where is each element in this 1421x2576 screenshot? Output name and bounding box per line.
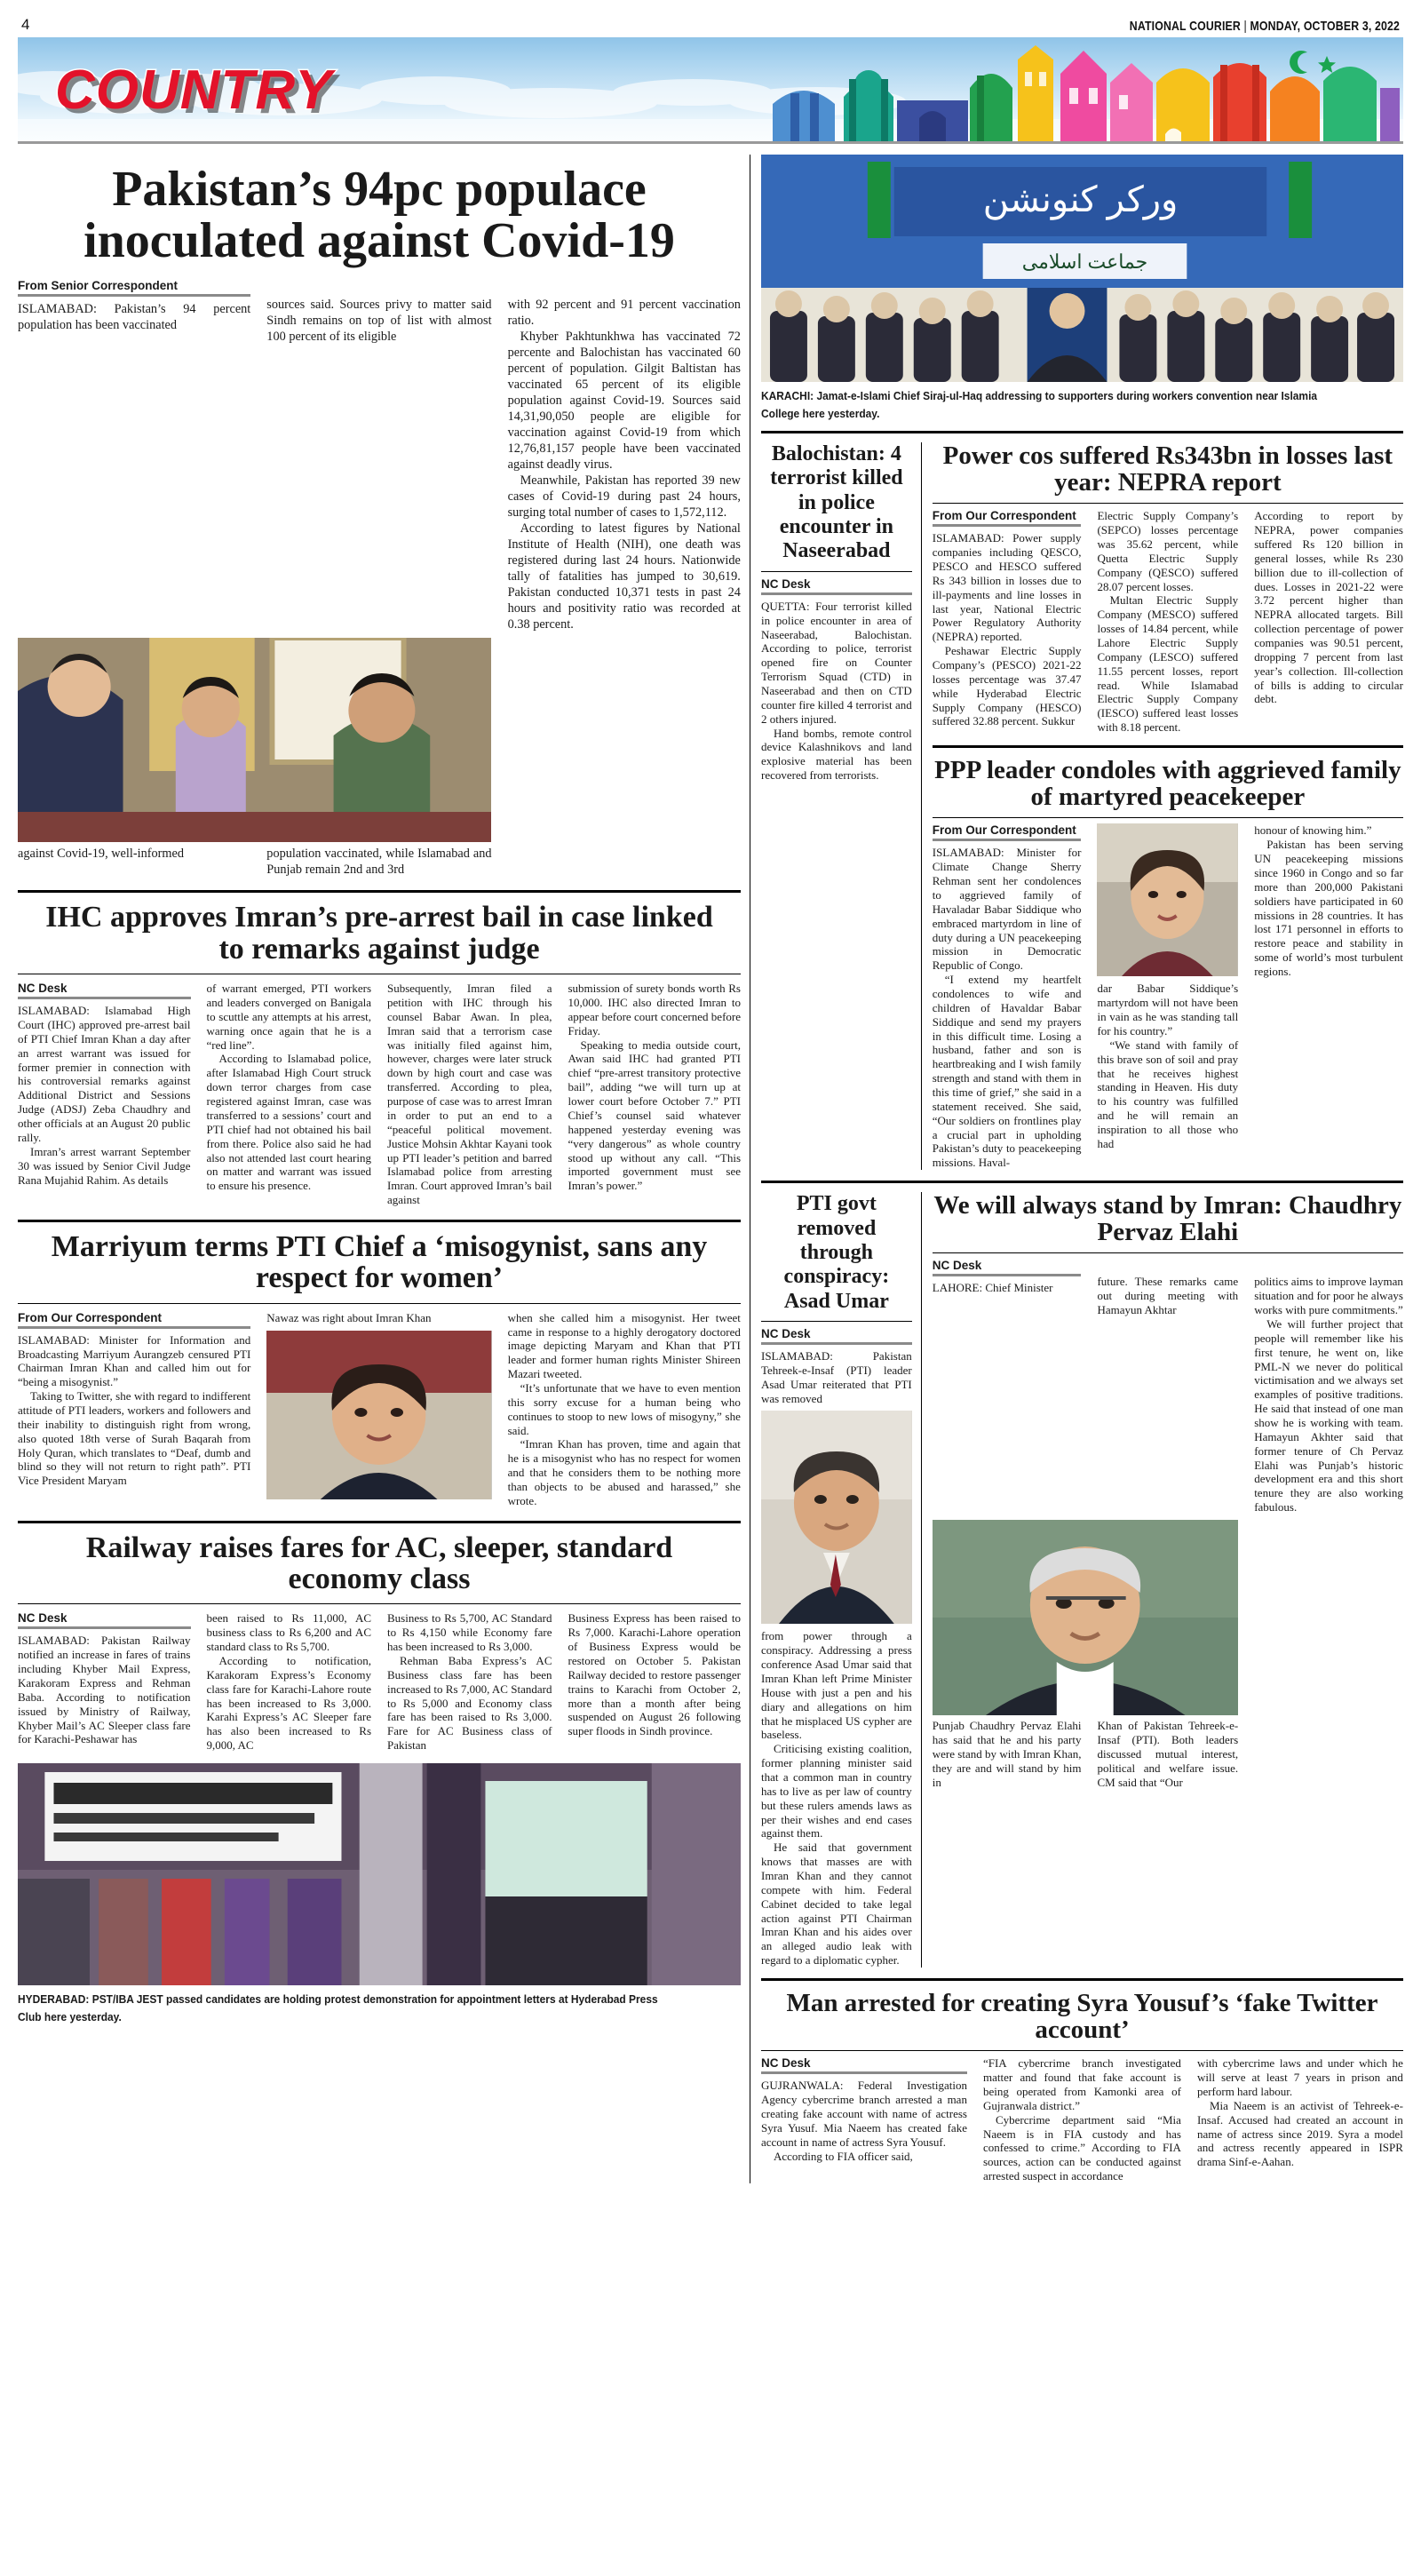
asad-article bbox=[761, 1192, 921, 1968]
lead-col1: ISLAMABAD: Pakistan’s 94 percent population has been vaccinated bbox=[18, 302, 251, 333]
asad-byline: NC Desk bbox=[761, 1327, 912, 1345]
elahi-col1-top: LAHORE: Chief Minister bbox=[932, 1281, 1053, 1295]
lead-caption-mid: population vaccinated, while Islamabad and Punjab remain 2nd and 3rd bbox=[266, 847, 492, 878]
paper-name: NATIONAL COURIER bbox=[1129, 19, 1241, 34]
elahi-headline: We will always stand by Imran: Chaudhry Pervaz Elahi bbox=[933, 1191, 1402, 1247]
railway-headline: Railway raises fares for AC, sleeper, standard economy class bbox=[85, 1530, 673, 1596]
hyderabad-photo-block bbox=[18, 1763, 741, 2025]
issue-date: MONDAY, OCTOBER 3, 2022 bbox=[1250, 19, 1400, 34]
marriyum-article bbox=[18, 1231, 741, 1508]
section-banner bbox=[18, 37, 1403, 144]
marriyum-headline: Marriyum terms PTI Chief a ‘misogynist, sans any respect for women’ bbox=[51, 1229, 708, 1295]
nepra-col3: According to report by NEPRA, power companies suffered Rs 120 billion in general losses, while Rs 230 billion due to ill-collection of dues. Losses in 2021-22 were 3.72 percent higher than NEPRA allocated targets. Bill collection percentage of power companies was 90.51 percent, dropping 7 percent from last year’s collection. Ill-collection of bills is adding to circular debt. bbox=[1254, 509, 1403, 706]
pervaz-elahi-photo bbox=[933, 1520, 1238, 1715]
svg-text:جماعت اسلامی: جماعت اسلامی bbox=[1021, 250, 1148, 274]
asad-body-top: ISLAMABAD: Pakistan Tehreek-e-Insaf (PTI) leader Asad Umar reiterated that PTI was removed bbox=[761, 1348, 912, 1405]
karachi-caption: KARACHI: Jamat-e-Islami Chief Siraj-ul-Haq addressing to supporters during workers convention near Islamia College here yesterday. bbox=[761, 389, 1318, 420]
syra-col1: GUJRANWALA: Federal Investigation Agency cybercrime branch arrested a man creating fake account with name of actress Syra Yusuf. Mia Naeem has created fake account in name of actress Syra Yousuf. According to FIA officer said, bbox=[761, 2079, 967, 2163]
marriyum-col1: ISLAMABAD: Minister for Information and Broadcasting Marriyum Aurangzeb censured PTI Chairman Imran Khan and called him out for “being a misogynist.” Taking to Twitter, she with regard to indifferent attitude of PTI leaders, workers and followers and their inability to distinguish right from wrong, also quoted 18th verse of Surah Baqarah from Holy Quran, which translates to “Deaf, dumb and blind so they will not return to right path”. PTI Vice President Maryam bbox=[18, 1332, 251, 1488]
lead-headline: Pakistan’s 94pc populace inoculated against Covid-19 bbox=[83, 162, 675, 269]
hyderabad-caption: HYDERABAD: PST/IBA JEST passed candidates are holding protest demonstration for appointment letters at Hyderabad Press Club here yesterday. bbox=[18, 1992, 658, 2023]
syra-col2: “FIA cybercrime branch investigated matter and found that fake account is being operated from Kamonki area of Gujranwala district.” Cybercrime department said “Mia Naeem is in FIA custody and has confessed to crime.” According to FIA sources, action can be conducted against arrested suspect in accordance bbox=[982, 2056, 1181, 2183]
railway-col1: ISLAMABAD: Pakistan Railway notified an increase in fares of trains including Khyber Mail Express, Karakoram Express and Rehman Baba. According to notification issued by Ministry of Railway, Khyber Mail’s AC Sleeper class fare for Karachi-Peshawar has bbox=[18, 1634, 191, 1746]
lead-col2: sources said. Sources privy to matter said Sindh remains on top of list with almost 100 percent of its eligible bbox=[266, 298, 492, 345]
railway-col2: been raised to Rs 11,000, AC business class to Rs 6,200 and AC standard class to Rs 5,700. According to notification, Karakoram Express’s Economy class fare for Karachi-Lahore route has been increased to Rs 3,000. Karahi Express’s AC Sleeper fare has also been increased to Rs 9,000, AC bbox=[206, 1611, 371, 1753]
marriyum-photo bbox=[266, 1331, 491, 1499]
ihc-col4: submission of surety bonds worth Rs 10,000. IHC also directed Imran to appear before court concerned before Friday. Speaking to media outside court, Awan said IHC had granted PTI chief “pre-arrest transitory protective bail”, adding “we will turn up at lower court before October 7.” PTI Chief’s counsel said whatever happened yesterday evening was “very dangerous” as whole country stood up without any call. “This imported government must see Imran’s power.” bbox=[568, 982, 741, 1193]
ihc-byline: NC Desk bbox=[18, 982, 191, 999]
karachi-photo-block bbox=[761, 155, 1403, 422]
nepra-col1: ISLAMABAD: Power supply companies including QESCO, PESCO and HESCO suffered Rs 343 billion in losses due to ill-payments and line losses in last year, National Electric Power Regulatory Authority (NEPRA) reported. Peshawar Electric Supply Company’s (PESCO) 2021-22 losses percentage was 37.47 while Hyderabad Electric Supply Company (HESCO) suffered 32.88 percent. Sukkur bbox=[932, 531, 1082, 728]
railway-byline: NC Desk bbox=[18, 1611, 191, 1629]
masthead-info bbox=[1130, 19, 1400, 34]
lead-col3: with 92 percent and 91 percent vaccination ratio. Khyber Pakhtunkhwa has vaccinated 72 percente and Balochistan has vaccinated 60 percent of population. Gilgit Baltistan has vaccinated 65 percent of its eligible population against Covid-19. Sources said 14,31,90,050 people are eligible for vaccination against Covid-19 from which 12,76,81,157 people have been vaccinated against deadly virus. Meanwhile, Pakistan has reported 39 new cases of Covid-19 during past 24 hours, surging total number of cases to 1,572,112. According to latest figures by National Institute of Health (NIH), one death was registered during last 24 hours. Nationwide tally of fatalities has jumped to 30,619. Pakistan conducted 10,371 tests in past 24 hours and positivity ratio was recorded at 0.38 percent. bbox=[507, 298, 741, 632]
ppp-col2: dar Babar Siddique’s martyrdom will not have been in vain as he was standing tall for his country.” “We stand with family of this brave son of soil and pray that he receives highest standing in Heaven. His duty to his country was fulfilled and he will remain an inspiration to all those who had bbox=[1097, 982, 1239, 1150]
railway-article bbox=[18, 1532, 741, 1753]
elahi-article bbox=[921, 1192, 1403, 1968]
lead-byline: From Senior Correspondent bbox=[18, 279, 250, 297]
ppp-col1: ISLAMABAD: Minister for Climate Change Sherry Rehman sent her condolences to aggrieved family of Havaladar Babar Siddique who embraced martyrdom in line of duty during a UN peacekeeping mission in Democratic Republic of Congo. “I extend my heartfelt condolences to wife and children of Havaldar Babar Siddique and send my prayers in this difficult time. Losing a husband, father and son is heartbreaking and I wish family strength and stand with them in this time of grief,” she said in a statement received. She said, “Our soldiers on frontlines play a crucial part in upholding Pakistan’s duty to peacekeeping missions. Haval- bbox=[932, 846, 1082, 1170]
asad-umar-photo bbox=[761, 1411, 912, 1624]
nepra-article bbox=[921, 442, 1403, 1170]
syra-headline: Man arrested for creating Syra Yousuf’s ‘fake Twitter account’ bbox=[786, 1989, 1378, 2045]
marriyum-byline: From Our Correspondent bbox=[18, 1311, 250, 1329]
asad-headline: PTI govt removed through conspiracy: Asad Umar bbox=[783, 1192, 890, 1313]
elahi-byline: NC Desk bbox=[933, 1259, 1082, 1276]
ihc-article bbox=[18, 902, 741, 1206]
elahi-col2-bottom: Khan of Pakistan Tehreek-e-Insaf (PTI). Both leaders discussed mutual interest, political and welfare issue. CM said that “Our bbox=[1097, 1719, 1239, 1789]
railway-col3: Business to Rs 5,700, AC Standard to Rs 4,150 while Economy fare has been increased to Rs 3,000. Rehman Baba Express’s AC Business class fare has been increased to Rs 7,000, AC Standard to Rs 5,000 and Economy class fare has been raised to Rs 3,000. Fare for AC Business class of Pakistan bbox=[387, 1611, 552, 1753]
nepra-byline: From Our Correspondent bbox=[933, 509, 1082, 527]
elahi-col1-bottom: Punjab Chaudhry Pervaz Elahi has said that he and his party were stand by with Imran Khan, they are and will stand by him in bbox=[932, 1719, 1082, 1789]
hyderabad-photo bbox=[18, 1763, 741, 1985]
ppp-headline: PPP leader condoles with aggrieved family of martyred peacekeeper bbox=[934, 756, 1401, 812]
balochistan-article bbox=[761, 442, 921, 1170]
ppp-article bbox=[933, 757, 1403, 1170]
page-header bbox=[18, 0, 1403, 37]
syra-col3: with cybercrime laws and under which he will serve at least 7 years in prison and perform hard labour. Mia Naeem is an activist of Tehreek-e-Insaf. Accused had created an account in name of actress since 2019. Syra a model and actress recently appeared in ISPR drama Sinf-e-Aahan. bbox=[1196, 2056, 1403, 2169]
karachi-photo bbox=[761, 155, 1403, 382]
lead-caption-left: against Covid-19, well-informed bbox=[18, 847, 185, 862]
ppp-col3: honour of knowing him.” Pakistan has been serving UN peacekeeping missions since 1960 in Congo and so far more than 200,000 Pakistani soldiers have participated in 60 missions in 28 countries. It has lost 171 personnel in efforts to restore peace and stability in some of world’s most turbulent regions. bbox=[1254, 823, 1403, 978]
section-title: COUNTRY bbox=[55, 60, 333, 121]
ihc-col2: of warrant emerged, PTI workers and leaders converged on Banigala to scuttle any attempts at his arrest, warning once again that he is a “red line”. According to Islamabad police, after Islamabad High Court struck down terror charges from case registered against Imran, case was transferred to a sessions’ court and PTI chief had not obtained his bail from there. Police also said he had also not attended last court hearing on matter and warrant was issued to ensure his presence. bbox=[206, 982, 371, 1193]
nepra-col2: Electric Supply Company’s (SEPCO) losses percentage was 35.62 percent, while Quetta Electric Supply Company (QESCO) suffered 28.07 percent losses. Multan Electric Supply Company (MESCO) suffered losses of 14.84 percent, while Lahore Electric Supply Company (LESCO) suffered 11.55 percent losses, report read. While Islamabad Electric Supply Company (IESCO) suffered least losses with 8.18 percent. bbox=[1097, 509, 1239, 735]
ppp-byline: From Our Correspondent bbox=[933, 823, 1082, 841]
header-separator: | bbox=[1243, 19, 1247, 34]
sherry-rehman-photo bbox=[1097, 823, 1238, 976]
ihc-headline: IHC approves Imran’s pre-arrest bail in case linked to remarks against judge bbox=[45, 901, 713, 966]
syra-byline: NC Desk bbox=[761, 2056, 967, 2074]
elahi-col3: politics aims to improve layman situation and for poor he always works with pure commitments.” We will further project that people will remember like his first tenure, he went on, like PML-N we never do political victimisation and we always set examples of positive traditions. He said that instead of one man show he is working with team. Hamayun Akhter said that former tenure of Ch Pervaz Elahi was Punjab’s historic development era and this short tenure they are also working fabulous. bbox=[1254, 1275, 1403, 1515]
railway-col4: Business Express has been raised to Rs 7,000. Karachi-Lahore operation of Business Express would be restored on October 5. Pakistan Railway decided to restore passenger trains to Karachi from October 2, more than a month after being suspended on August 26 following super floods in Sindh province. bbox=[568, 1611, 741, 1738]
marriyum-col2: when she called him a misogynist. Her tweet came in response to a highly derogatory doctored image depicting Maryam and Khan that PTI leader and former human rights Minister Shireen Mazari tweeted. “It’s unfortunate that we have to even mention this sorry excuse for a human being who continues to stoop to new lows of misogyny,” she said. “Imran Khan has proven, time and again that he is a misogynist who has no respect for women and that he considers them to be nothing more than objects to be abused and harassed,” she wrote. bbox=[507, 1310, 741, 1507]
skyline-graphic bbox=[764, 42, 1403, 141]
ihc-col3: Subsequently, Imran filed a petition with IHC through his counsel Babar Awan. In plea, Imran said that a terrorism case was initially filed against him, however, charges were later struck down by high court and case was transferred. According to plea, purpose of case was to arrest Imran in order to put an end to a “peaceful political movement. Justice Mohsin Akhtar Kayani took up PTI leader’s petition and barred Islamabad police from arresting Imran. Court approved Imran’s bail against bbox=[387, 982, 552, 1207]
elahi-col2-top: future. These remarks came out during meeting with Hamayun Akhtar bbox=[1097, 1275, 1239, 1317]
svg-text:ورکر کنونشن: ورکر کنونشن bbox=[982, 179, 1179, 220]
vaccination-photo bbox=[18, 638, 491, 842]
page-number: 4 bbox=[21, 16, 30, 33]
balochistan-byline: NC Desk bbox=[761, 577, 912, 595]
lead-article bbox=[18, 155, 741, 878]
ihc-col1: ISLAMABAD: Islamabad High Court (IHC) approved pre-arrest bail of PTI Chief Imran Khan a day after an arrest warrant was issued for former premier in connection with his controversial remarks against Additional District and Sessions Judge (ADSJ) Zeba Chaudhry and other officials at an August 20 public rally. Imran’s arrest warrant September 30 was issued by Senior Civil Judge Rana Mujahid Rahim. As details bbox=[18, 1004, 191, 1187]
syra-article bbox=[761, 1990, 1403, 2183]
balochistan-headline: Balochistan: 4 terrorist killed in police encounter in Naseerabad bbox=[770, 442, 903, 563]
marriyum-photo-caption: Nawaz was right about Imran Khan bbox=[266, 1310, 432, 1324]
balochistan-body: QUETTA: Four terrorist killed in police encounter in area of Naseerabad, Balochistan. According to police, terrorist opened fire on Counter Terrorism Squad (CTD) in Naseerabad and then on CTD counter fire killed 4 terrorist and 2 others injured. Hand bombs, remote control device Kalashnikovs and land explosive material has been recovered from terrorists. bbox=[761, 599, 912, 783]
asad-body-bottom: from power through a conspiracy. Addressing a press conference Asad Umar said that Imran Khan left Prime Minister House with just a pen and his diary and allegations on him that he misplaced US cypher are baseless. Criticising existing coalition, former planning minister said that a common man in country has to live as per law of country but these rulers amends laws as per their wishes and end cases against them. He said that government knows that masses are with Imran Khan and they cannot compete with him. Federal Cabinet decided to take legal action against PTI Chairman Imran Khan and his aides over an alleged audio leak with regard to a diplomatic cypher. bbox=[761, 1629, 912, 1968]
nepra-headline: Power cos suffered Rs343bn in losses last year: NEPRA report bbox=[942, 441, 1393, 497]
